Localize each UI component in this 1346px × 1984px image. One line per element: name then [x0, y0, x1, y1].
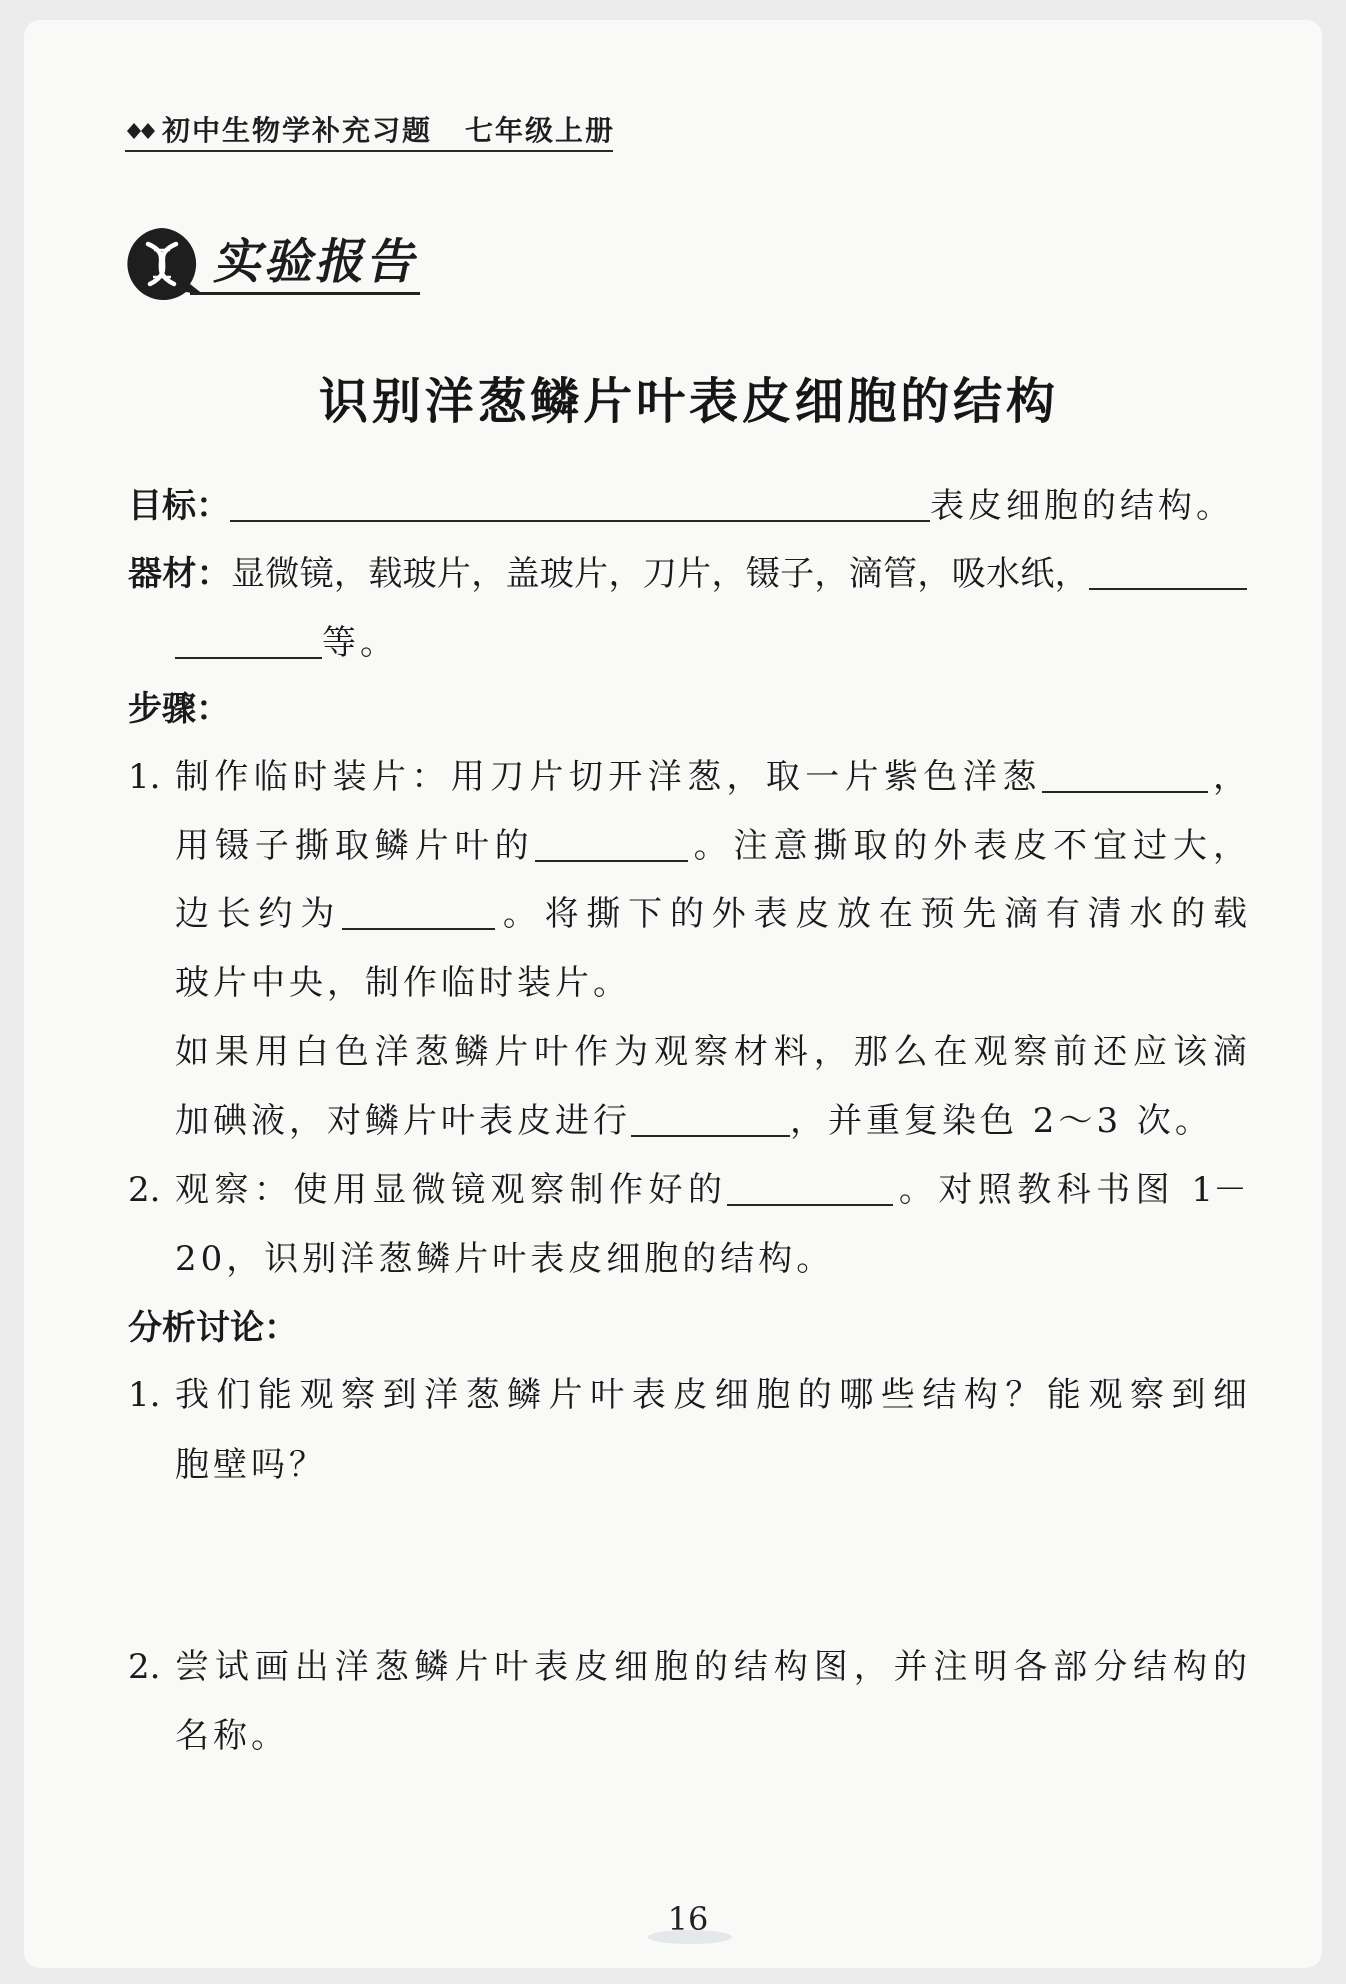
- section-label: 实验报告: [210, 234, 427, 290]
- question-2-line-1: [175, 1633, 1247, 1702]
- question-text: 胞壁吗？: [175, 1445, 327, 1485]
- step-text: 。注意撕取的外表皮不宜过大，: [687, 826, 1247, 866]
- question-2-line-2: [175, 1702, 1247, 1771]
- step-1-line-6: [175, 1087, 1247, 1156]
- step-1-line-5: [175, 1018, 1247, 1087]
- question-text: 我们能观察到洋葱鳞片叶表皮细胞的哪些结构？能观察到细: [175, 1375, 1247, 1415]
- goal-blank: [230, 516, 930, 522]
- goal-line: [128, 472, 1247, 541]
- fill-blank: [535, 856, 688, 862]
- question-1-line-1: [175, 1361, 1247, 1430]
- step-number: 2.: [128, 1170, 161, 1210]
- step-2-line-2: [175, 1225, 1247, 1294]
- header-rule: [125, 150, 613, 152]
- fill-blank: [631, 1131, 790, 1137]
- step-2-line-1: [175, 1156, 1247, 1225]
- diamond-marker-icon: [126, 121, 158, 141]
- step-text: 边长约为: [175, 894, 343, 934]
- materials-blank-1: [1089, 584, 1247, 590]
- step-text: 加碘液，对鳞片叶表皮进行: [175, 1101, 631, 1141]
- materials-text: 显微镜，载玻片，盖玻片，刀片，镊子，滴管，吸水纸，: [230, 554, 1090, 594]
- step-text: 玻片中央，制作临时装片。: [175, 963, 631, 1003]
- fill-blank: [342, 924, 495, 930]
- materials-after: 等。: [322, 623, 398, 663]
- fill-blank: [1042, 787, 1208, 793]
- question-text: 名称。: [175, 1716, 289, 1756]
- step-text: 用镊子撕取鳞片叶的: [175, 826, 535, 866]
- page-title: 识别洋葱鳞片叶表皮细胞的结构: [319, 373, 1055, 430]
- question-number: 2.: [128, 1647, 161, 1687]
- materials-line-1: [128, 540, 1247, 609]
- materials-label: 器材：: [128, 554, 231, 594]
- steps-heading: [128, 675, 1247, 744]
- step-text: 制作临时装片：用刀片切开洋葱，取一片紫色洋葱: [175, 757, 1042, 797]
- steps-heading-text: 步骤：: [128, 689, 230, 729]
- discussion-heading-text: 分析讨论：: [128, 1308, 298, 1348]
- question-text: 尝试画出洋葱鳞片叶表皮细胞的结构图，并注明各部分结构的: [175, 1647, 1247, 1687]
- step-number: 1.: [128, 757, 161, 797]
- page-number: 16: [667, 1900, 709, 1938]
- step-text: 如果用白色洋葱鳞片叶作为观察材料，那么在观察前还应该滴: [175, 1032, 1247, 1072]
- step-1-line-1: [175, 743, 1247, 812]
- step-1-line-3: [175, 880, 1247, 949]
- question-number: 1.: [128, 1375, 161, 1415]
- step-text: 20，识别洋葱鳞片叶表皮细胞的结构。: [175, 1239, 835, 1279]
- step-text: 观察：使用显微镜观察制作好的: [175, 1170, 728, 1210]
- step-1-line-2: [175, 812, 1247, 881]
- step-1-line-4: [175, 949, 1247, 1018]
- materials-blank-2: [175, 653, 322, 659]
- discussion-heading: [128, 1294, 1247, 1363]
- step-text: ，并重复染色 2～3 次。: [790, 1101, 1213, 1141]
- goal-text: 表皮细胞的结构。: [930, 486, 1234, 526]
- step-text: 。对照教科书图 1－: [893, 1170, 1247, 1210]
- question-1-line-2: [175, 1431, 1247, 1500]
- section-rule: [190, 292, 420, 295]
- grade-label: 七年级上册: [465, 114, 616, 147]
- step-text: ，: [1207, 757, 1248, 797]
- step-text: 。将撕下的外表皮放在预先滴有清水的载: [495, 894, 1248, 934]
- goal-label: 目标：: [128, 486, 230, 526]
- fill-blank: [727, 1200, 893, 1206]
- book-title: 初中生物学补充习题: [162, 114, 433, 147]
- materials-line-2: [175, 609, 1247, 678]
